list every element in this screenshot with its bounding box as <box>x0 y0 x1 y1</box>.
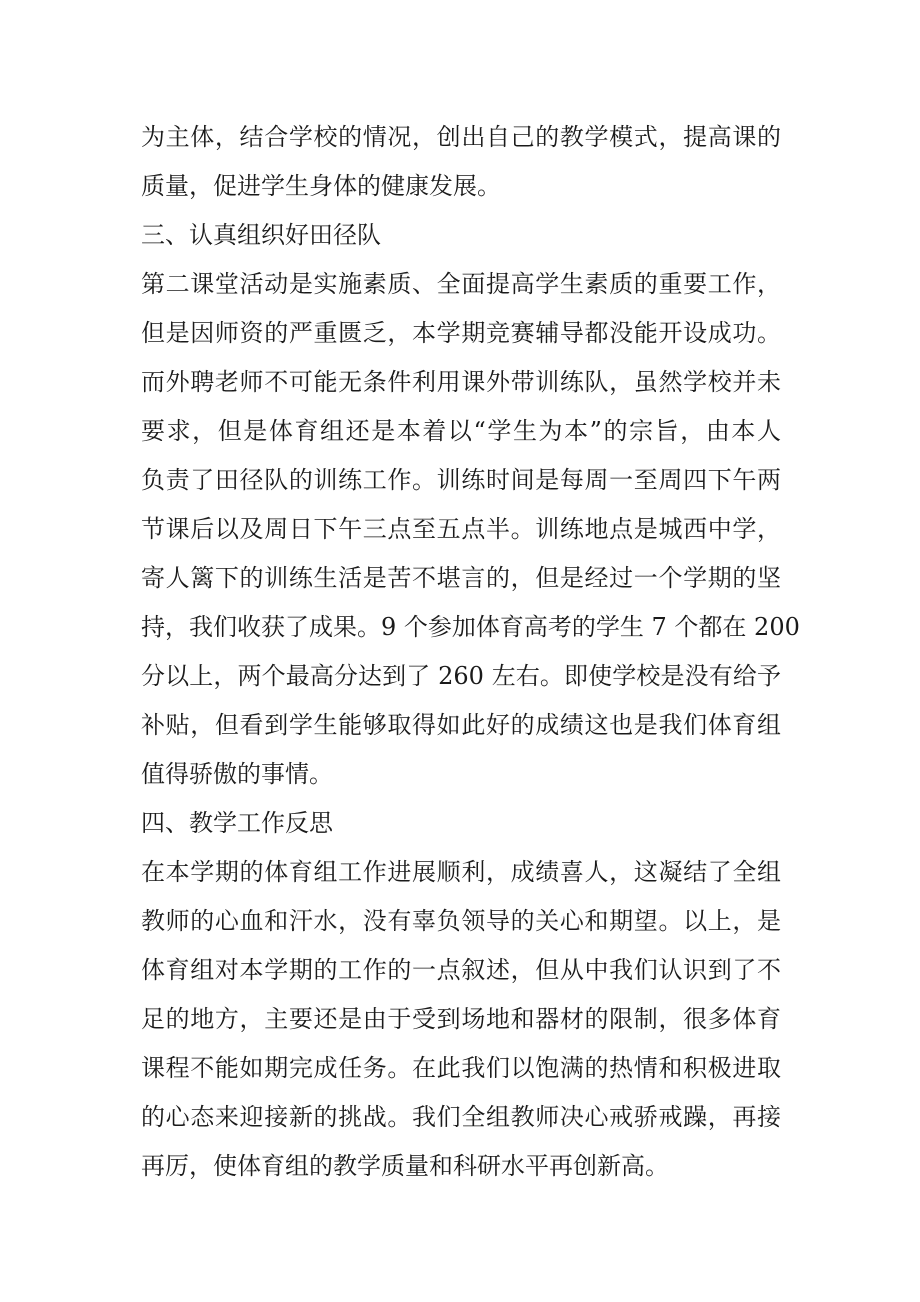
paragraph-line: 分以上，两个最高分达到了 260 左右。即使学校是没有给予 <box>141 662 781 690</box>
paragraph-line: 持，我们收获了成果。9 个参加体育高考的学生 7 个都在 200 <box>141 613 800 641</box>
paragraph-line: 补贴，但看到学生能够取得如此好的成绩这也是我们体育组 <box>141 711 781 739</box>
paragraph-line: 教师的心血和汗水，没有辜负领导的关心和期望。以上，是 <box>141 907 781 935</box>
paragraph-line: 值得骄傲的事情。 <box>141 760 333 788</box>
paragraph-line: 在本学期的体育组工作进展顺利，成绩喜人，这凝结了全组 <box>141 858 781 886</box>
paragraph-line: 质量，促进学生身体的健康发展。 <box>141 172 501 200</box>
paragraph-line: 足的地方，主要还是由于受到场地和器材的限制，很多体育 <box>141 1005 781 1033</box>
paragraph-line: 负责了田径队的训练工作。训练时间是每周一至周四下午两 <box>141 466 781 494</box>
document-body <box>141 113 800 1191</box>
paragraph-line: 第二课堂活动是实施素质、全面提高学生素质的重要工作， <box>141 270 781 298</box>
paragraph-line: 而外聘老师不可能无条件利用课外带训练队，虽然学校并未 <box>141 368 781 396</box>
paragraph-line: 的心态来迎接新的挑战。我们全组教师决心戒骄戒躁，再接 <box>141 1103 781 1131</box>
paragraph-line: 要求，但是体育组还是本着以“学生为本”的宗旨，由本人 <box>141 417 781 445</box>
section-heading: 三、认真组织好田径队 <box>141 221 381 249</box>
paragraph-line: 节课后以及周日下午三点至五点半。训练地点是城西中学， <box>141 515 781 543</box>
paragraph-line: 为主体，结合学校的情况，创出自己的教学模式，提高课的 <box>141 123 781 151</box>
paragraph-line: 再厉，使体育组的教学质量和科研水平再创新高。 <box>141 1152 669 1180</box>
paragraph-line: 但是因师资的严重匮乏，本学期竞赛辅导都没能开设成功。 <box>141 319 781 347</box>
paragraph-line: 课程不能如期完成任务。在此我们以饱满的热情和积极进取 <box>141 1054 781 1082</box>
paragraph-line: 寄人篱下的训练生活是苦不堪言的，但是经过一个学期的坚 <box>141 564 781 592</box>
paragraph-line: 体育组对本学期的工作的一点叙述，但从中我们认识到了不 <box>141 956 781 984</box>
section-heading: 四、教学工作反思 <box>141 809 333 837</box>
